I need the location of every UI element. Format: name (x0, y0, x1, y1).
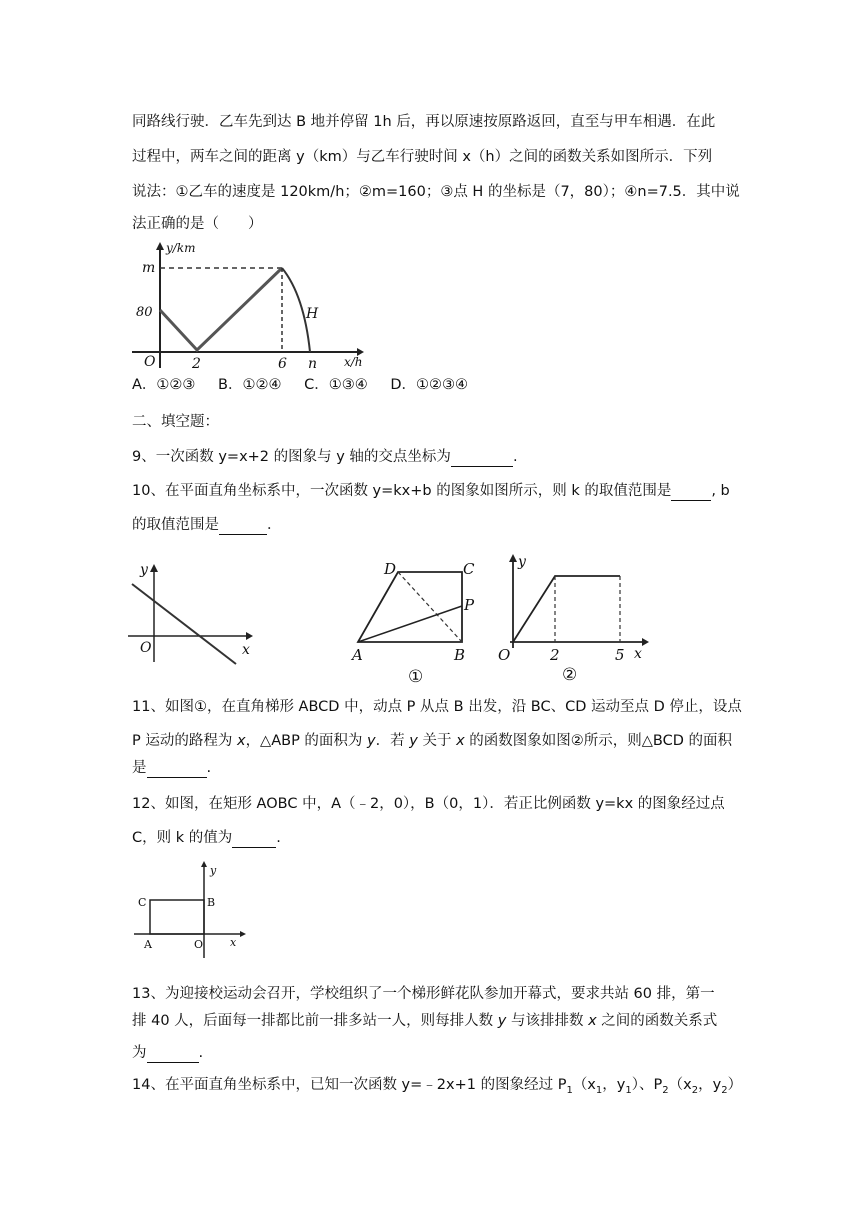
q8-option-d[interactable]: D．①②③④ (390, 377, 468, 393)
q11-line-1: 11、如图①，在直角梯形 ABCD 中，动点 P 从点 B 出发，沿 BC、CD 运动至点 D 停止，设点 (132, 699, 742, 715)
q13-text: 之间的函数关系式 (596, 1013, 718, 1029)
q10-text-2-end: ． (267, 517, 282, 533)
q14-text: （x (668, 1077, 692, 1093)
q10-xlabel: x (242, 642, 250, 658)
q8-xlabel: x/h (344, 355, 363, 369)
q10-b-blank[interactable] (219, 520, 267, 535)
q11-answer-blank[interactable] (147, 763, 207, 778)
q8-options (132, 375, 486, 395)
q11b-tick-5: 5 (615, 646, 625, 664)
q11-label-B: B (454, 646, 466, 664)
q8-tick-n: n (308, 356, 318, 372)
q8-distance-time-graph (132, 240, 372, 370)
section-title: 二、填空题： (132, 414, 219, 430)
q11-function-graph (496, 552, 656, 685)
q14-line-1 (132, 1075, 742, 1101)
q14-text: 14、在平面直角坐标系中，已知一次函数 y=﹣2x+1 的图象经过 P (132, 1077, 567, 1093)
q14-sub: 1 (625, 1084, 632, 1096)
q8-text-line-2: 过程中，两车之间的距离 y（km）与乙车行驶时间 x（h）之间的函数关系如图所示．下列 (132, 149, 713, 165)
q10-k-blank[interactable] (671, 486, 711, 501)
q14-text: （x (572, 1077, 596, 1093)
q11-var: x (456, 733, 465, 749)
q14-text: ） (727, 1077, 743, 1093)
q12-end: . (276, 830, 281, 846)
q9-line (132, 447, 518, 467)
q11-text: ．若 (375, 733, 410, 749)
q13-line-2 (132, 1011, 717, 1031)
q9-end: . (512, 449, 518, 465)
q11b-xlabel: x (634, 646, 642, 662)
q11-figure-2-label: ② (562, 665, 578, 685)
q8-tick-6: 6 (278, 356, 287, 372)
q10-line-1 (132, 481, 730, 501)
q13-var: x (588, 1013, 597, 1029)
q11b-origin: O (498, 646, 511, 664)
q8-text-line-4: 法正确的是（ ） (132, 216, 263, 232)
q13-text: 与该排排数 (506, 1013, 589, 1029)
q12-label-A: A (144, 938, 152, 951)
q12-rectangle-figure (130, 858, 250, 968)
q13-line-1: 13、为迎接校运动会召开，学校组织了一个梯形鲜花队参加开幕式，要求共站 60 排，第一 (132, 986, 715, 1002)
q12-text-2: C，则 k 的值为 (132, 830, 233, 846)
q12-xlabel: x (230, 936, 237, 949)
q13-text: 排 40 人，后面每一排都比前一排多站一人，则每排人数 (132, 1013, 498, 1029)
q12-ylabel: y (210, 864, 217, 877)
q12-label-B: B (207, 896, 216, 909)
q10-ylabel: y (140, 562, 148, 578)
q8-m-label: m (142, 260, 156, 276)
q12-answer-blank[interactable] (232, 833, 276, 848)
q11-var: y (409, 733, 418, 749)
q11-text: P 运动的路程为 (132, 733, 237, 749)
q14-sub: 1 (595, 1084, 603, 1096)
q11-label-P: P (464, 596, 475, 614)
q9-text: 9、一次函数 y=x+2 的图象与 y 轴的交点坐标为 (132, 449, 451, 465)
q11-line-3 (132, 758, 211, 778)
q14-text: ）、P (631, 1077, 663, 1093)
q11-text: ，△ABP 的面积为 (245, 733, 368, 749)
q11-trapezoid-figure (350, 558, 490, 688)
q14-text: ，y (602, 1077, 626, 1093)
q11-line-2 (132, 731, 732, 751)
q13-end: . (198, 1045, 204, 1061)
q8-H-label: H (306, 306, 319, 322)
q10-linear-graph (128, 562, 258, 662)
q14-text: ，y (698, 1077, 722, 1093)
q8-text-line-1: 同路线行驶．乙车先到达 B 地并停留 1h 后，再以原速按原路返回，直至与甲车相遇．在此 (132, 114, 716, 130)
q14-sub: 2 (662, 1084, 669, 1096)
q11b-tick-2: 2 (550, 646, 560, 664)
q14-sub: 1 (566, 1084, 573, 1096)
q14-sub: 2 (721, 1084, 728, 1096)
q12-label-C: C (138, 896, 147, 909)
q11-label-C: C (463, 560, 475, 578)
q11-label-D: D (384, 560, 397, 578)
q13-line-3 (132, 1043, 203, 1063)
q11-text: 关于 (417, 733, 457, 749)
q10-line-2 (132, 515, 282, 535)
q8-origin: O (144, 354, 156, 370)
q10-text-1: 10、在平面直角坐标系中，一次函数 y=kx+b 的图象如图所示，则 k 的取值范围是 (132, 483, 672, 499)
q12-line-1: 12、如图，在矩形 AOBC 中，A（﹣2，0），B（0，1）．若正比例函数 y=kx 的图象经过点 (132, 796, 725, 812)
q8-option-b[interactable]: B．①②④ (218, 377, 282, 393)
q10-text-2: 的取值范围是 (132, 517, 219, 533)
q11-label-A: A (352, 646, 363, 664)
q11-text-3: 是 (132, 760, 147, 776)
q10-text-1-end: , b (711, 483, 730, 499)
q12-line-2 (132, 828, 281, 848)
q13-var: y (497, 1013, 507, 1029)
q11-figure-1-label: ① (408, 667, 424, 687)
q8-tick-2: 2 (192, 356, 201, 372)
q13-text-3: 为 (132, 1045, 147, 1061)
q11-var: y (367, 733, 376, 749)
q9-answer-blank[interactable] (451, 452, 513, 467)
q13-answer-blank[interactable] (147, 1048, 199, 1063)
q8-option-a[interactable]: A．①②③ (132, 377, 196, 393)
q8-text-line-3: 说法：①乙车的速度是 120km/h；②m=160；③点 H 的坐标是（7，80）；④n=7.5．其中说 (132, 184, 740, 200)
q8-option-c[interactable]: C．①③④ (304, 377, 368, 393)
q11-end: . (206, 760, 212, 776)
q14-sub: 2 (691, 1084, 699, 1096)
q12-label-O: O (194, 938, 204, 951)
q11-var: x (236, 733, 246, 749)
q10-origin: O (140, 640, 152, 656)
q8-80-label: 80 (136, 305, 153, 320)
q8-ylabel: y/km (166, 241, 196, 255)
q11-text: 的函数图象如图②所示，则△BCD 的面积 (464, 733, 733, 749)
q11b-ylabel: y (518, 554, 526, 570)
